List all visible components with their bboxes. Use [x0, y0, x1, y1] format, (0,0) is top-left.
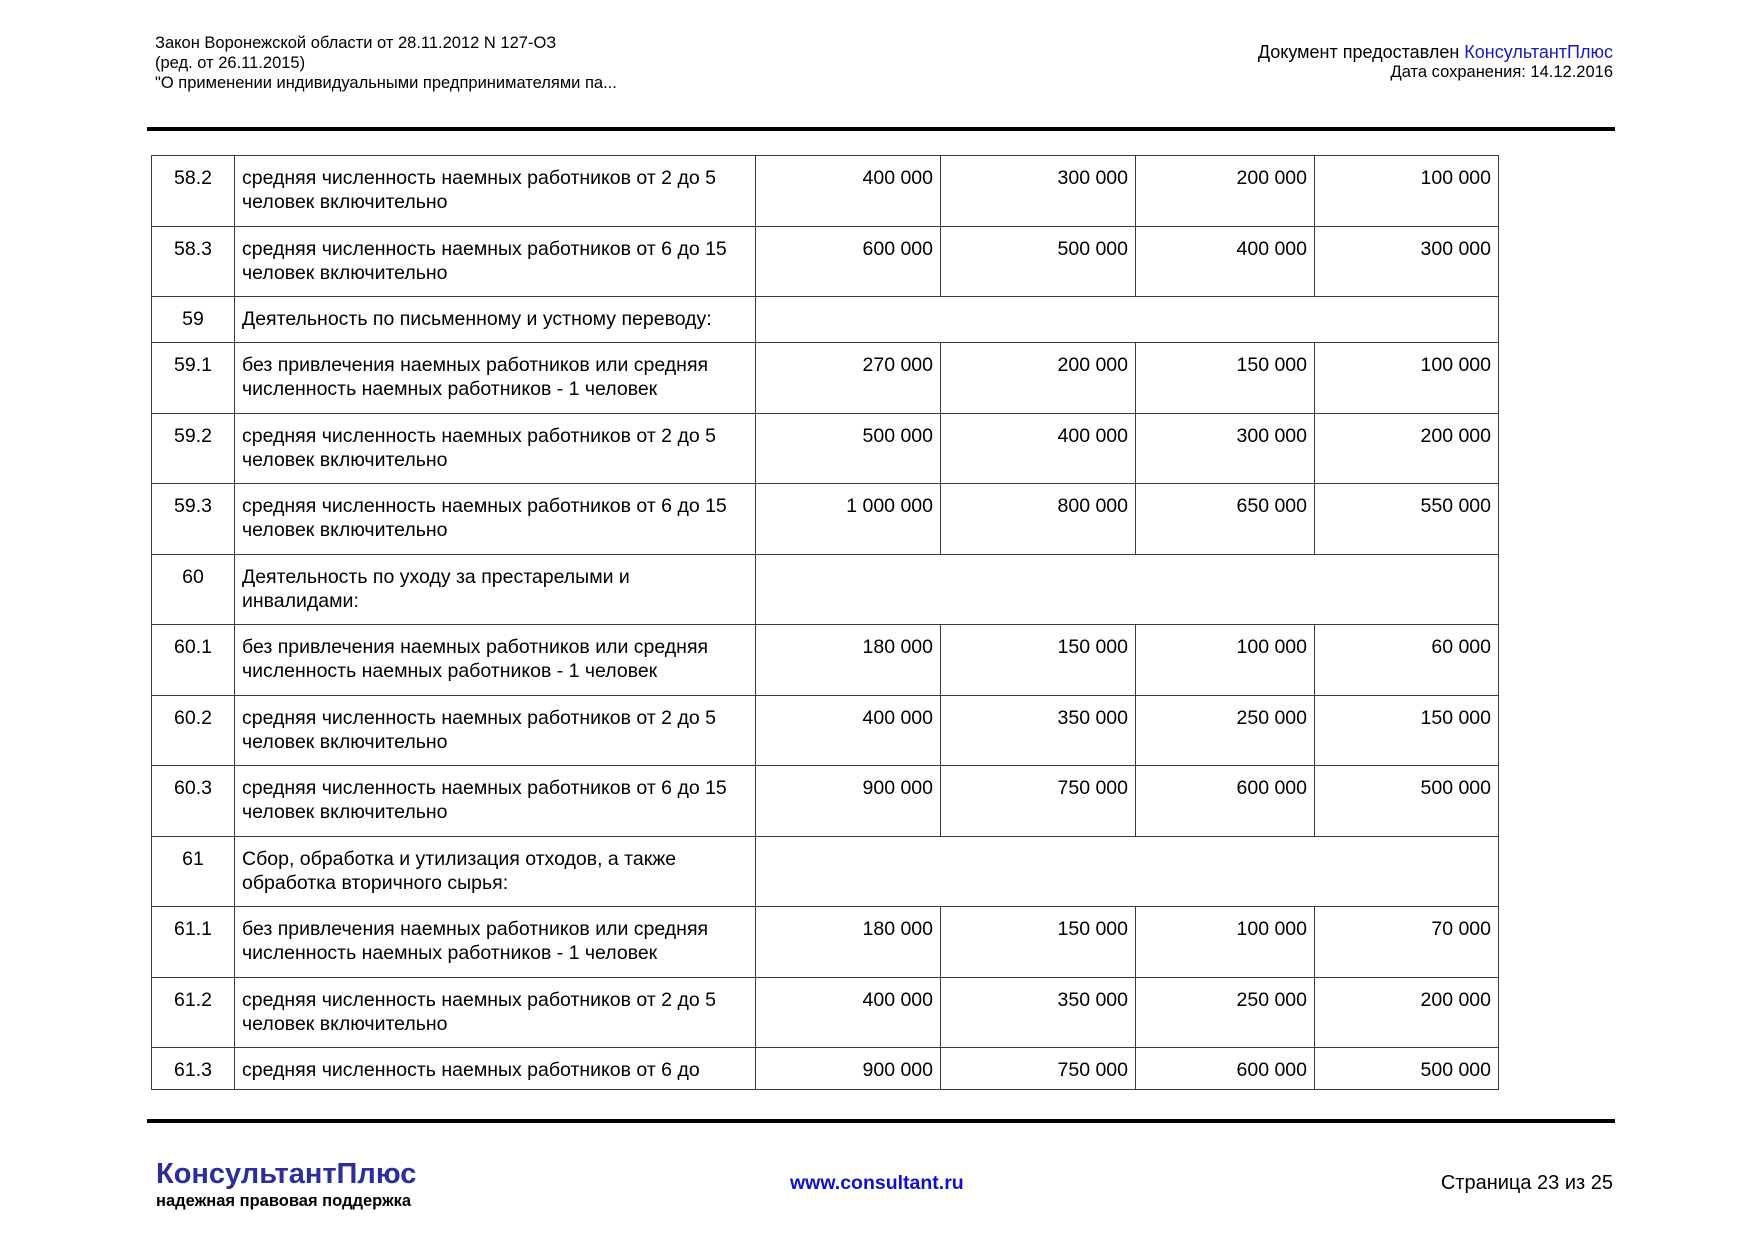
table-row: [152, 156, 1499, 227]
law-title: Закон Воронежской области от 28.11.2012 N 127-ОЗ: [155, 34, 557, 52]
row-number: 59.1: [152, 343, 235, 414]
row-number: 60.2: [152, 695, 235, 766]
empty-merged-cell: [756, 554, 1499, 625]
income-value-col-3: 100 000: [1136, 625, 1315, 696]
table-section-row: [152, 297, 1499, 343]
row-number: 60: [152, 554, 235, 625]
document-header-title: [155, 33, 617, 93]
row-number: 61.1: [152, 907, 235, 978]
income-value-col-4: 550 000: [1315, 484, 1499, 555]
row-description: без привлечения наемных работников или средняя численность наемных работников - 1 человек: [235, 625, 756, 696]
table-section-row: [152, 554, 1499, 625]
income-value-col-4: 100 000: [1315, 156, 1499, 227]
income-value-col-4: 300 000: [1315, 226, 1499, 297]
income-value-col-2: 150 000: [941, 907, 1136, 978]
provided-by-label: Документ предоставлен: [1257, 42, 1465, 62]
provided-by: [1258, 42, 1613, 62]
row-number: 58.3: [152, 226, 235, 297]
law-subject: "О применении индивидуальными предпринимателями па...: [155, 74, 617, 92]
income-value-col-1: 600 000: [756, 226, 941, 297]
income-value-col-2: 150 000: [941, 625, 1136, 696]
table-row: [152, 766, 1499, 837]
row-description: средняя численность наемных работников от 6 до 15 человек включительно: [235, 226, 756, 297]
income-value-col-1: 270 000: [756, 343, 941, 414]
table-row: [152, 977, 1499, 1048]
table-row: [152, 695, 1499, 766]
row-description: средняя численность наемных работников от 2 до 5 человек включительно: [235, 977, 756, 1048]
income-value-col-3: 150 000: [1136, 343, 1315, 414]
income-value-col-2: 300 000: [941, 156, 1136, 227]
income-value-col-3: 650 000: [1136, 484, 1315, 555]
row-description: средняя численность наемных работников от 6 до 15 человек включительно: [235, 484, 756, 555]
income-value-col-4: 70 000: [1315, 907, 1499, 978]
income-value-col-1: 500 000: [756, 413, 941, 484]
page-number: Страница 23 из 25: [1440, 1172, 1613, 1194]
header-divider: [147, 127, 1615, 131]
row-description: средняя численность наемных работников от 2 до 5 человек включительно: [235, 695, 756, 766]
income-value-col-3: 300 000: [1136, 413, 1315, 484]
income-value-col-2: 400 000: [941, 413, 1136, 484]
table-row: [152, 226, 1499, 297]
income-value-col-3: 600 000: [1136, 766, 1315, 837]
table-row: [152, 484, 1499, 555]
footer-divider: [147, 1119, 1615, 1123]
income-value-col-1: 900 000: [756, 766, 941, 837]
document-provider-info: [1258, 42, 1613, 82]
table-section-row: [152, 836, 1499, 907]
income-value-col-2: 350 000: [941, 977, 1136, 1048]
row-description: без привлечения наемных работников или средняя численность наемных работников - 1 человек: [235, 343, 756, 414]
table-row: [152, 343, 1499, 414]
income-value-col-3: 400 000: [1136, 226, 1315, 297]
row-number: 59.3: [152, 484, 235, 555]
income-value-col-3: 250 000: [1136, 695, 1315, 766]
income-value-col-3: 200 000: [1136, 156, 1315, 227]
row-number: 61: [152, 836, 235, 907]
table-row: [152, 625, 1499, 696]
row-description: Сбор, обработка и утилизация отходов, а также обработка вторичного сырья:: [235, 836, 756, 907]
row-number: 58.2: [152, 156, 235, 227]
income-value-col-4: 500 000: [1315, 1048, 1499, 1090]
row-number: 60.3: [152, 766, 235, 837]
income-value-col-2: 350 000: [941, 695, 1136, 766]
income-value-col-1: 180 000: [756, 907, 941, 978]
row-number: 61.3: [152, 1048, 235, 1090]
income-value-col-1: 180 000: [756, 625, 941, 696]
income-value-col-2: 750 000: [941, 766, 1136, 837]
income-value-col-2: 200 000: [941, 343, 1136, 414]
row-description: средняя численность наемных работников от 2 до 5 человек включительно: [235, 413, 756, 484]
income-value-col-4: 150 000: [1315, 695, 1499, 766]
table-row: [152, 1048, 1499, 1090]
row-description: средняя численность наемных работников от 6 до: [235, 1048, 756, 1090]
income-value-col-1: 400 000: [756, 695, 941, 766]
income-value-col-4: 500 000: [1315, 766, 1499, 837]
row-description: Деятельность по уходу за престарелыми и инвалидами:: [235, 554, 756, 625]
law-revision: (ред. от 26.11.2015): [155, 54, 306, 72]
table-body: [152, 156, 1499, 1090]
footer-brand-logo: КонсультантПлюс: [156, 1158, 417, 1190]
income-value-col-4: 60 000: [1315, 625, 1499, 696]
income-value-col-4: 100 000: [1315, 343, 1499, 414]
income-value-col-3: 600 000: [1136, 1048, 1315, 1090]
footer-tagline: надежная правовая поддержка: [156, 1192, 412, 1210]
row-number: 61.2: [152, 977, 235, 1048]
row-description: Деятельность по письменному и устному переводу:: [235, 297, 756, 343]
income-value-col-3: 250 000: [1136, 977, 1315, 1048]
row-number: 60.1: [152, 625, 235, 696]
income-value-col-2: 500 000: [941, 226, 1136, 297]
row-description: средняя численность наемных работников от 2 до 5 человек включительно: [235, 156, 756, 227]
income-value-col-4: 200 000: [1315, 413, 1499, 484]
income-value-col-3: 100 000: [1136, 907, 1315, 978]
tax-rates-table: [151, 155, 1499, 1090]
row-description: средняя численность наемных работников от 6 до 15 человек включительно: [235, 766, 756, 837]
footer-website-link[interactable]: www.consultant.ru: [790, 1172, 964, 1194]
save-date: Дата сохранения: 14.12.2016: [1390, 63, 1613, 81]
income-value-col-4: 200 000: [1315, 977, 1499, 1048]
empty-merged-cell: [756, 297, 1499, 343]
table-row: [152, 413, 1499, 484]
income-value-col-2: 750 000: [941, 1048, 1136, 1090]
row-number: 59: [152, 297, 235, 343]
empty-merged-cell: [756, 836, 1499, 907]
income-value-col-2: 800 000: [941, 484, 1136, 555]
income-value-col-1: 400 000: [756, 977, 941, 1048]
row-number: 59.2: [152, 413, 235, 484]
row-description: без привлечения наемных работников или средняя численность наемных работников - 1 человек: [235, 907, 756, 978]
table-row: [152, 907, 1499, 978]
income-value-col-1: 1 000 000: [756, 484, 941, 555]
income-value-col-1: 900 000: [756, 1048, 941, 1090]
provider-brand-link[interactable]: КонсультантПлюс: [1464, 42, 1613, 62]
income-value-col-1: 400 000: [756, 156, 941, 227]
